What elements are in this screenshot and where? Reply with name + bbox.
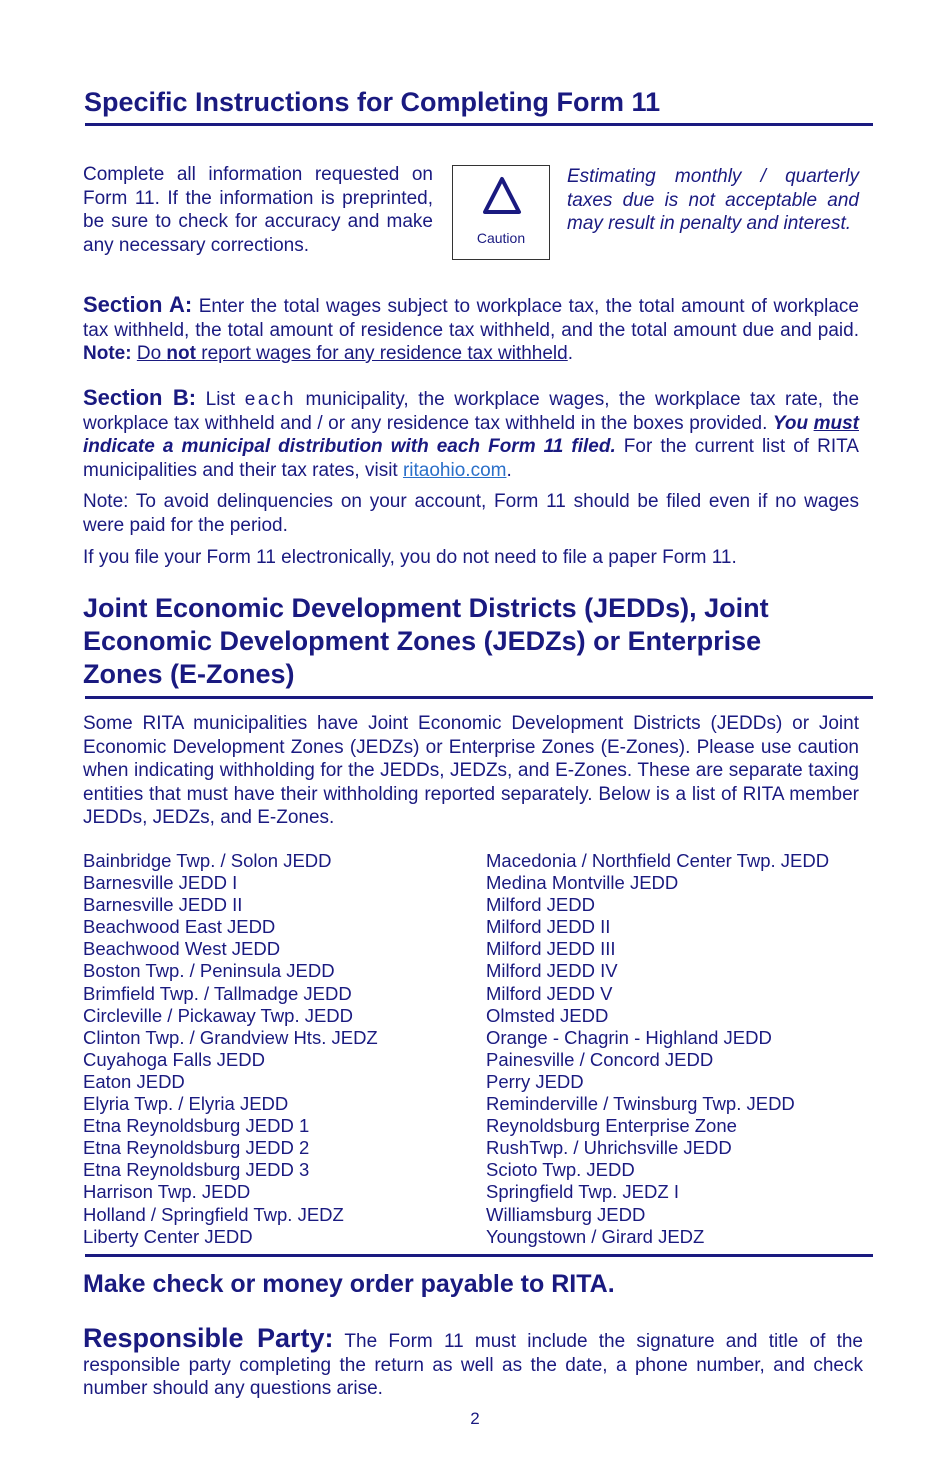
caution-text: Estimating monthly / quarterly taxes due is not acceptable and may result in penalty and interest. [567, 166, 859, 234]
list-item: Beachwood West JEDD [83, 938, 281, 960]
list-item: Harrison Twp. JEDD [83, 1181, 251, 1203]
list-item: Williamsburg JEDD [486, 1203, 646, 1225]
list-item: RushTwp. / Uhrichsville JEDD [486, 1137, 732, 1159]
list-item: Youngstown / Girard JEDZ [486, 1225, 705, 1247]
list-item: Springfield Twp. JEDZ I [486, 1181, 679, 1203]
list-item: Holland / Springfield Twp. JEDZ [83, 1203, 344, 1225]
page-title: Specific Instructions for Completing Form 11 [84, 87, 661, 117]
list-item: Bainbridge Twp. / Solon JEDD [83, 850, 332, 871]
list-item: Milford JEDD II [486, 916, 611, 938]
note-not: not [166, 343, 196, 364]
list-item: Painesville / Concord JEDD [486, 1048, 714, 1070]
section-b [83, 386, 859, 482]
must-word: must [813, 412, 859, 434]
jedd-list-left [83, 850, 378, 1248]
section-a-note-label: Note: [83, 343, 132, 364]
note-end: . [567, 343, 574, 364]
section-b-list-text: For the current list of RITA municipalities and their tax rates, visit [83, 436, 859, 481]
list-item: Etna Reynoldsburg JEDD 2 [83, 1137, 310, 1159]
list-item: Barnesville JEDD I [83, 872, 238, 894]
list-item: Olmsted JEDD [486, 1004, 609, 1026]
delinquency-note: Note: To avoid delinquencies on your account, Form 11 should be filed even if no wages were paid for the period. [83, 491, 859, 536]
list-item: Eaton JEDD [83, 1070, 185, 1092]
list-item: Milford JEDD [486, 894, 595, 916]
caution-label: Caution [476, 230, 526, 246]
note-post: report wages for any residence tax withheld [195, 343, 568, 364]
jedd-divider [85, 696, 873, 699]
electronic-filing-note: If you file your Form 11 electronically, you do not need to file a paper Form 11. [83, 547, 737, 568]
list-item: Milford JEDD IV [486, 960, 618, 982]
note-pre: Do [136, 343, 167, 364]
list-item: Reminderville / Twinsburg Twp. JEDD [486, 1093, 795, 1115]
responsible-party-text: The Form 11 must include the signature and title of the responsible party completing the return as well as the date, a phone number, and check number should any questions arise. [83, 1331, 864, 1399]
section-b-each: each [244, 389, 296, 410]
must-post: indicate a municipal distribution with each Form 11 filed. [83, 436, 616, 457]
jedd-list-right [486, 850, 829, 1248]
section-b-label: Section B: [83, 385, 197, 410]
list-item: Milford JEDD III [486, 938, 616, 960]
title-divider [85, 123, 873, 126]
section-a [83, 293, 859, 366]
list-item: Beachwood East JEDD [83, 916, 276, 938]
jedd-paragraph: Some RITA municipalities have Joint Economic Development Districts (JEDDs) or Joint Economic Development Zones (JEDZs) or Enterprise Zones (E-Zones). Please use caution when indicating withholding for the JEDDs, JEDZs, and E-Zones. These are separate taxing entities that must have their withholding reported separately. Below is a list of RITA member JEDDs, JEDZs, and E-Zones. [83, 713, 859, 828]
list-item: Scioto Twp. JEDD [486, 1159, 635, 1181]
list-item: Boston Twp. / Peninsula JEDD [83, 960, 335, 982]
list-item: Cuyahoga Falls JEDD [83, 1048, 265, 1070]
page-number: 2 [470, 1409, 480, 1428]
list-divider [85, 1254, 873, 1257]
must-pre: You [772, 412, 814, 434]
section-b-text: municipality, the workplace wages, the workplace tax rate, the workplace tax withheld and / or any residence tax withheld in the boxes provided. [83, 389, 860, 434]
list-item: Brimfield Twp. / Tallmadge JEDD [83, 982, 352, 1004]
responsible-party [83, 1323, 864, 1401]
section-a-note [137, 343, 568, 364]
list-item: Barnesville JEDD II [83, 894, 243, 916]
intro-paragraph: Complete all information requested on Form 11. If the information is preprinted, be sure to check for accuracy and make any necessary corrections. [83, 164, 433, 256]
list-item: Liberty Center JEDD [83, 1225, 253, 1247]
rita-website-link[interactable]: ritaohio.com [402, 459, 507, 481]
section-a-label: Section A: [83, 292, 193, 317]
list-item: Etna Reynoldsburg JEDD 1 [83, 1115, 310, 1137]
list-item: Macedonia / Northfield Center Twp. JEDD [486, 850, 830, 871]
caution-box [452, 165, 550, 260]
section-a-text: Enter the total wages subject to workplace tax, the total amount of workplace tax withheld, the total amount of residence tax withheld, and the total amount due and paid. [83, 296, 859, 341]
list-item: Clinton Twp. / Grandview Hts. JEDZ [83, 1026, 378, 1048]
list-item: Etna Reynoldsburg JEDD 3 [83, 1159, 310, 1181]
warning-triangle-icon [481, 174, 523, 218]
responsible-party-label: Responsible Party: [83, 1323, 334, 1353]
list-item: Circleville / Pickaway Twp. JEDD [83, 1004, 354, 1026]
list-item: Elyria Twp. / Elyria JEDD [83, 1093, 289, 1115]
list-item: Perry JEDD [486, 1070, 584, 1092]
list-item: Reynoldsburg Enterprise Zone [486, 1115, 737, 1137]
list-item: Orange - Chagrin - Highland JEDD [486, 1026, 772, 1048]
payable-heading: Make check or money order payable to RITA. [83, 1270, 615, 1298]
jedd-title: Joint Economic Development Districts (JEDDs), Joint Economic Development Zones (JEDZs) or Enterprise Zones (E-Zones) [83, 593, 769, 689]
list-item: Milford JEDD V [486, 982, 613, 1004]
link-end: . [506, 459, 512, 481]
list-item: Medina Montville JEDD [486, 872, 679, 894]
section-b-pre: List [205, 389, 236, 410]
